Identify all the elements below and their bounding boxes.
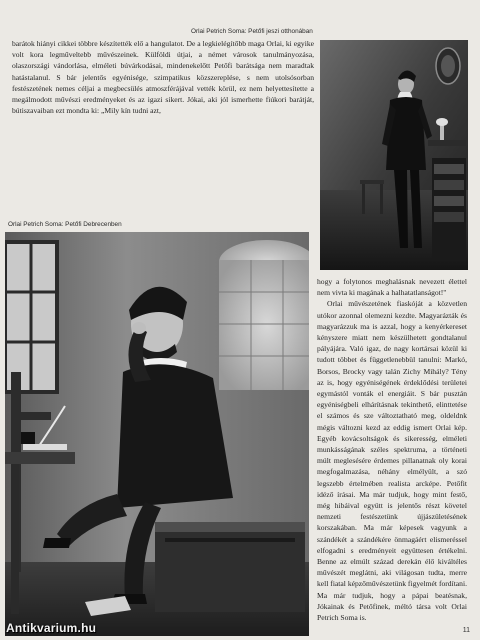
painting-home-illustration [320, 40, 468, 270]
painting-petofi-in-debrecen [5, 232, 309, 636]
painting-petofi-at-home [320, 40, 468, 270]
caption-painting-debrecen: Orlai Petrich Soma: Petőfi Debrecenben [8, 221, 122, 228]
article-text-top: barátok hiányi cikkei többre készítették elő a hangulatot. De a legkielégítőbb maga Orlai, ki egyike volt kora legműveltebb művészeinek. Külföldi útjai, a német városok tanulmányozása, olaszországi vándorlása, elméleti búvárkodásai, mindenekelőtt Petőfi barátsága nem maradtak hatástalanul. S bár jelentős egyénisége, szimpatikus közszereplése, s nem utolsósorban festészetének nemes céljai a megbecsülés atmoszférájával vették körül, ez nem helyettesítette a megálmodott művészi eredményeket és az igazi sikert. Jókai, aki jól ismerhette fiúkori barátját, bútiszavaiban ezt mondta ki: „Mily kín tudni azt, [12, 39, 314, 116]
article-text-right [317, 276, 467, 623]
watermark-logo: Antikvarium.hu [6, 621, 97, 635]
paragraph-quote-end: hogy a folytonos meghalásnak nevezett élettel nem vivta ki magának a halhatatlanságot!" [317, 277, 467, 298]
paragraph-body: Orlai művészetének fiaskóját a közvetlen utókor azonnal olemezni kezdte. Magyarázták és magyarázzuk ma is azzal, hogy a kenyérkereset kényszere miatt nem készülhetett gondtalanul pályájára. Való igaz, de nagy kortársai közül ki tudott többet és függetlenebbül tanulni: Markó, Borsos, Brocky vagy talán Zichy Mihály? Tény az is, hogy egyéniségének érdeklődési területei egymástól vonták el energiáit. S bár pusztán egyéniségbeli elhárításnak tekinthető, elinttetése el számos és sze változtatható meg, oldeldnk mégis változni kezd az eddig ismert Orlai kép. Egyéb kovácsoltságok és sikeresség, elméleti munkásságának széles spektruma, a történeti múlt meglesésére érdemes pillanatnak oly korai megfogalmazása, néhány elmélyült, a szó legszebb értelmében realista arcképe. Petőfit idéző írásai. Ma már tudjuk, hogy mint festő, még hibáival együtt is jelentős részt követel nemzeti festészetünk újjászületésének korszakában. Ma már képesek vagyunk a szándékét a szándékére önmagáért elismeréssel elfogadni s eredményeit együttesen értékelni. Benne az elmúlt század derekán élő kiváltéles művészét meglátni, aki világosan tudta, merre kell fiatal képzőművészetünk figyelmét fordítani. Ma már tudjuk, hogy a pápai beatésnak, Jókainak és Petőfinek, méltó társa volt Orlai Petrich Soma is. [317, 299, 467, 623]
page-number: 11 [462, 627, 470, 634]
painting-debrecen-illustration [5, 232, 309, 636]
caption-painting-home: Orlai Petrich Soma: Petőfi jeszi otthonában [191, 28, 313, 35]
